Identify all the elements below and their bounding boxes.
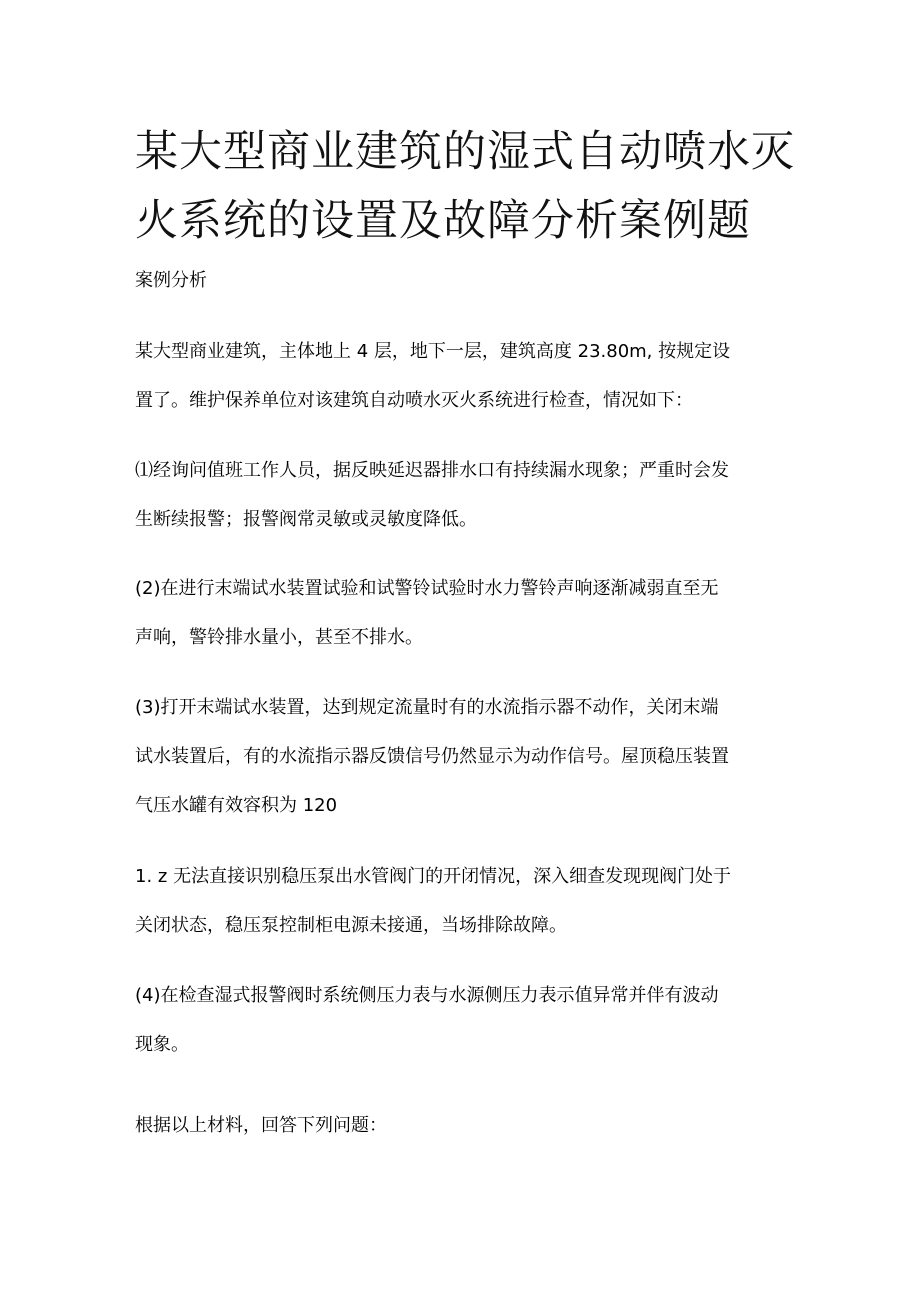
paragraph-line: ⑴经询问值班工作人员，据反映延迟器排水口有持续漏水现象；严重时会发 <box>135 460 729 481</box>
paragraph-line: 关闭状态，稳压泵控制柜电源未接通，当场排除故障。 <box>135 915 567 936</box>
paragraph-question-prompt <box>135 1101 795 1150</box>
paragraph-item-2 <box>135 564 795 662</box>
paragraph-line: 某大型商业建筑，主体地上 4 层，地下一层，建筑高度 23.80m, 按规定设 <box>135 341 731 362</box>
paragraph-line: 根据以上材料，回答下列问题： <box>135 1115 387 1136</box>
paragraph-item-4 <box>135 971 795 1069</box>
paragraph-line: 试水装置后，有的水流指示器反馈信号仍然显示为动作信号。屋顶稳压装置 <box>135 746 729 767</box>
paragraph-item-3-continued <box>135 852 795 950</box>
paragraph-line: 现象。 <box>135 1034 189 1055</box>
paragraph-line: (4)在检查湿式报警阀时系统侧压力表与水源侧压力表示值异常并伴有波动 <box>135 985 719 1006</box>
paragraph-line: 生断续报警；报警阀常灵敏或灵敏度降低。 <box>135 509 477 530</box>
paragraph-line: (2)在进行末端试水装置试验和试警铃试验时水力警铃声响逐渐减弱直至无 <box>135 578 719 599</box>
paragraph-intro <box>135 327 795 425</box>
title-line-2: 火系统的设置及故障分析案例题 <box>135 196 751 246</box>
title-line-1: 某大型商业建筑的湿式自动喷水灭 <box>135 127 795 177</box>
paragraph-item-1 <box>135 446 795 544</box>
paragraph-item-3 <box>135 683 795 830</box>
paragraph-line: 置了。维护保养单位对该建筑自动喷水灭火系统进行检查，情况如下： <box>135 390 693 411</box>
paragraph-line: (3)打开末端试水装置，达到规定流量时有的水流指示器不动作，关闭末端 <box>135 697 719 718</box>
document-title <box>135 118 795 256</box>
paragraph-line: 气压水罐有效容积为 120 <box>135 795 338 816</box>
paragraph-line: 1. z 无法直接识别稳压泵出水管阀门的开闭情况，深入细查发现现阀门处于 <box>135 866 732 887</box>
paragraph-line: 声响，警铃排水量小，甚至不排水。 <box>135 627 423 648</box>
section-heading: 案例分析 <box>135 270 207 291</box>
